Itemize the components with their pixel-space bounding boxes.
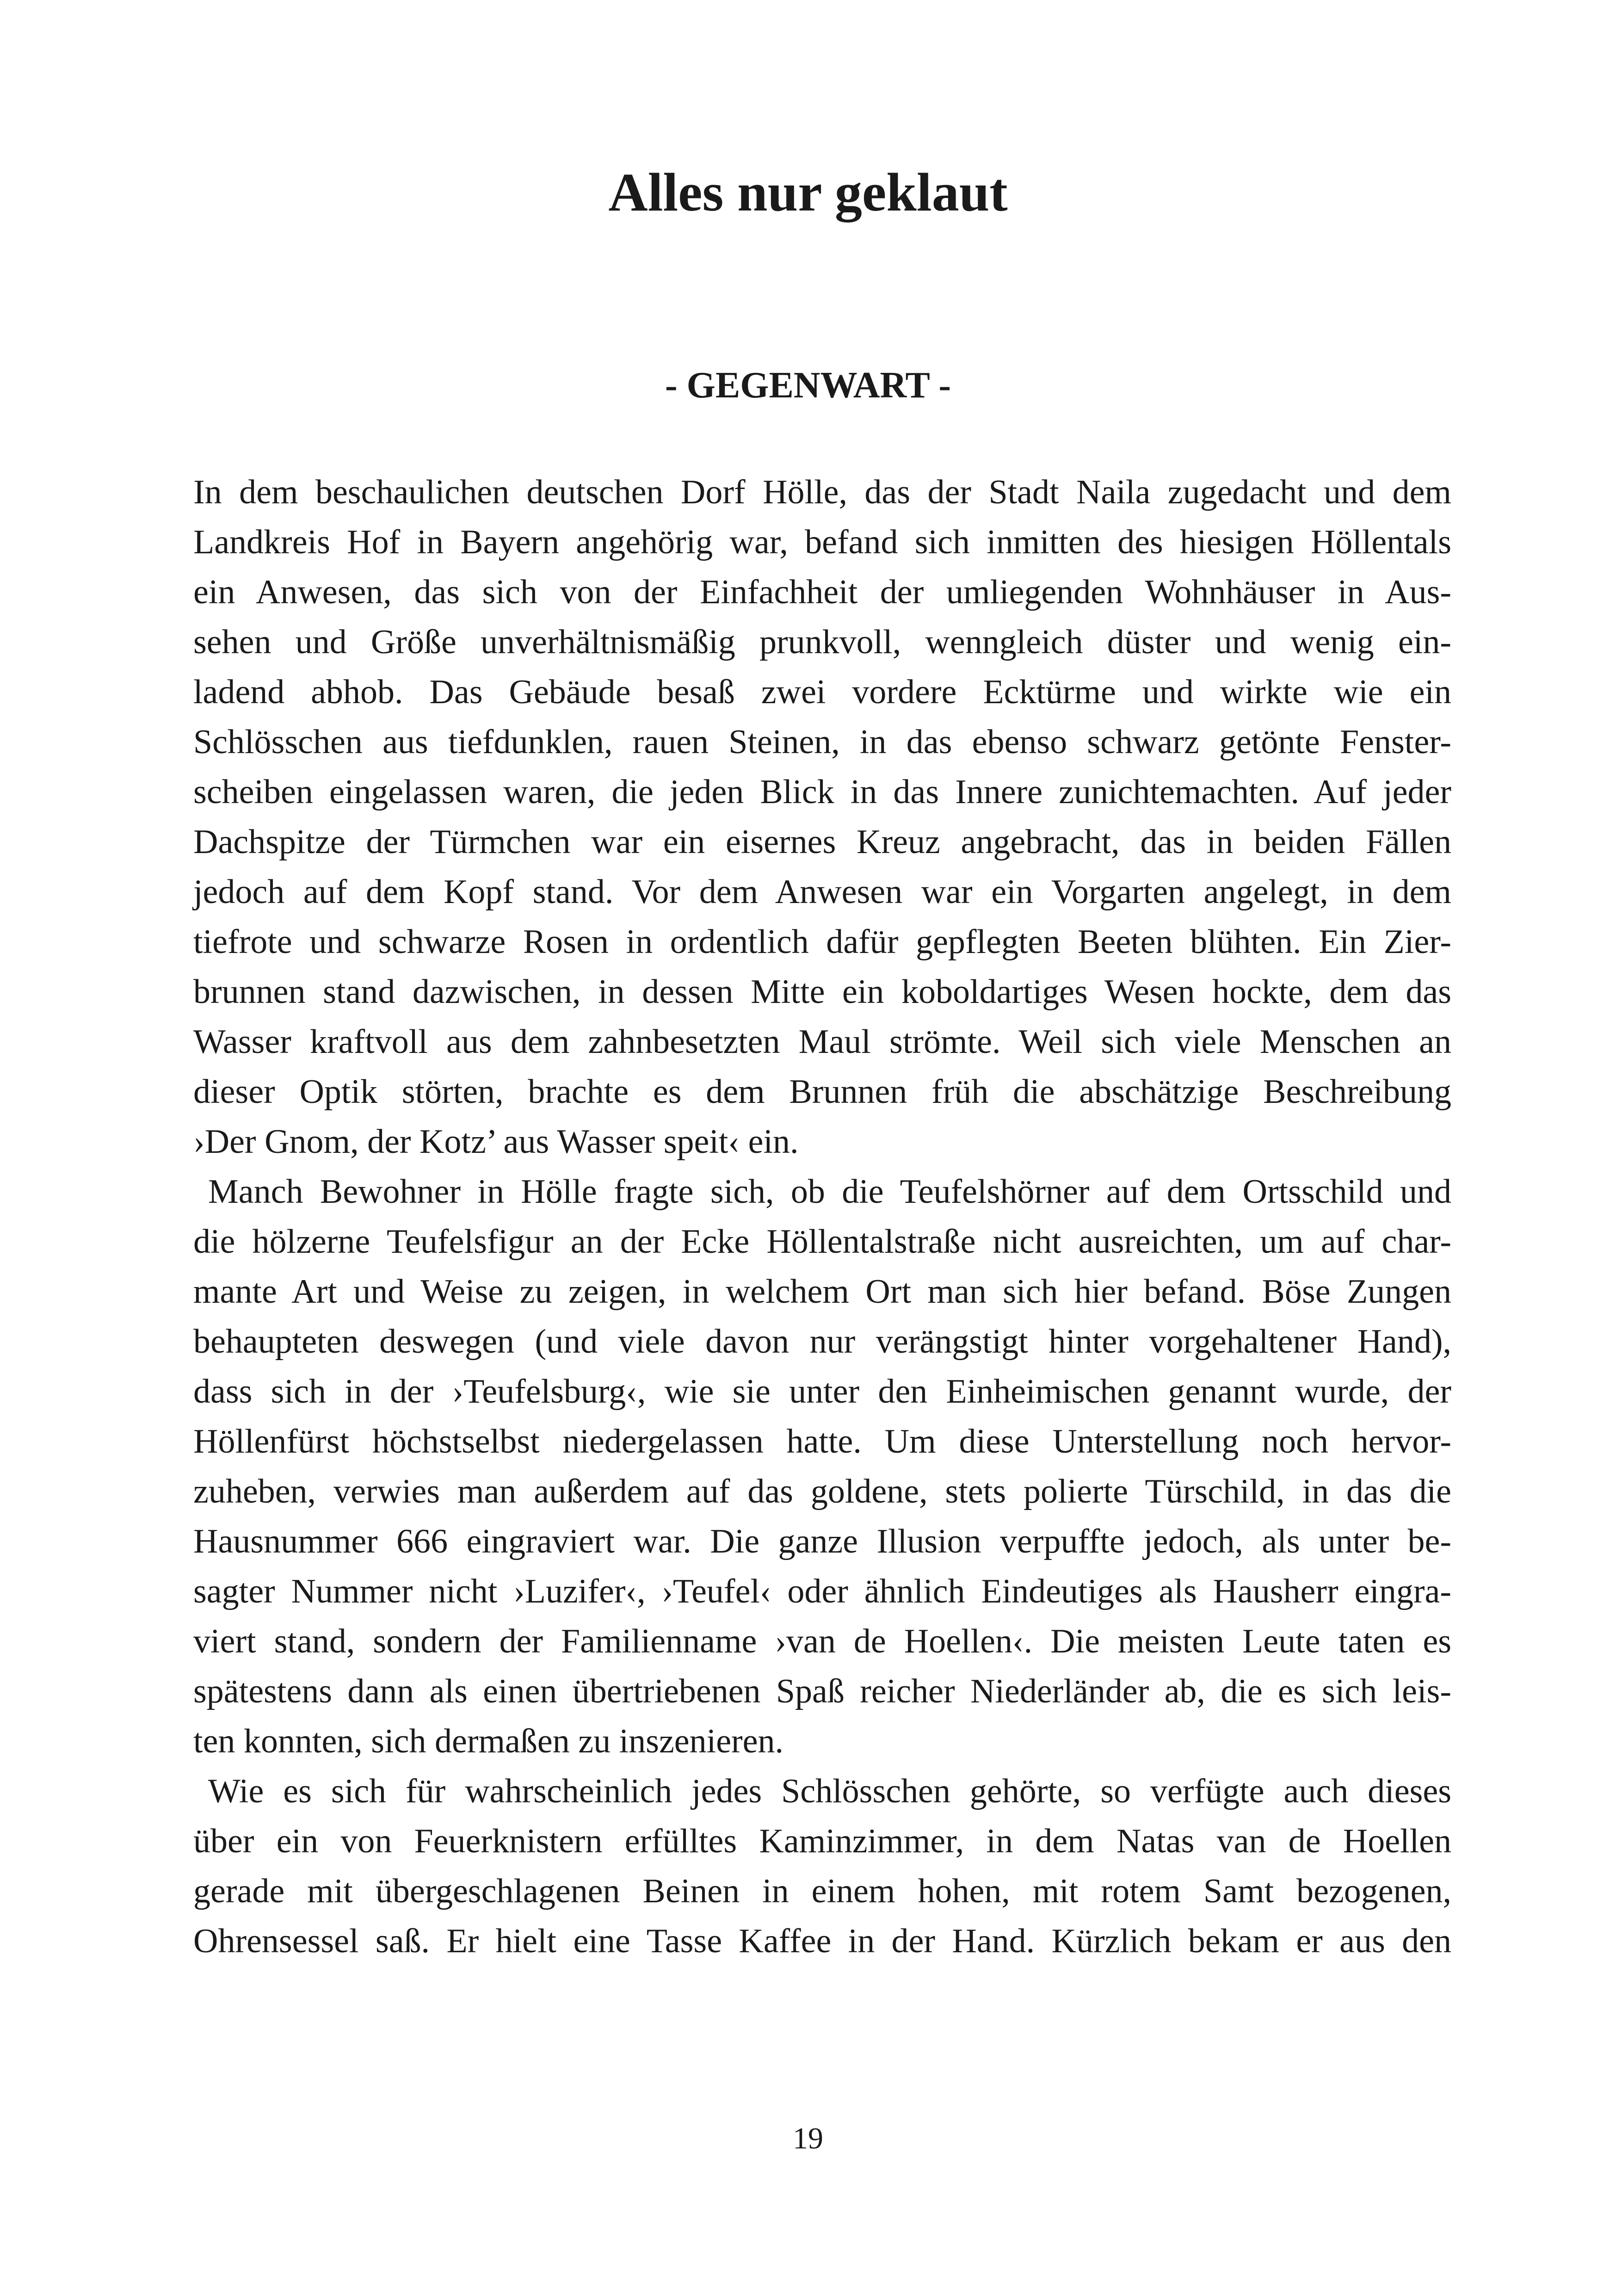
text-line: über ein von Feuerknistern erfülltes Kaminzimmer, in dem Natas van de Hoellen (193, 1822, 1451, 1860)
text-line: ›Der Gnom, der Kotz’ aus Wasser speit‹ ein. (193, 1123, 799, 1161)
text-line: Hausnummer 666 eingraviert war. Die ganze Illusion verpuffte jedoch, als unter be- (193, 1522, 1451, 1560)
text-line: Schlösschen aus tiefdunklen, rauen Steinen, in das ebenso schwarz getönte Fenster- (193, 723, 1451, 761)
text-line: brunnen stand dazwischen, in dessen Mitte ein koboldartiges Wesen hockte, dem das (193, 973, 1451, 1011)
chapter-title: Alles nur geklaut (608, 162, 1008, 223)
text-line: Landkreis Hof in Bayern angehörig war, befand sich inmitten des hiesigen Höllentals (193, 523, 1451, 561)
body-text (193, 467, 1451, 1966)
page-number: 19 (793, 2122, 823, 2155)
text-line: jedoch auf dem Kopf stand. Vor dem Anwesen war ein Vorgarten angelegt, in dem (193, 873, 1451, 911)
text-line: Wie es sich für wahrscheinlich jedes Schlösschen gehörte, so verfügte auch dieses (208, 1772, 1451, 1810)
text-line: In dem beschaulichen deutschen Dorf Hölle, das der Stadt Naila zugedacht und dem (193, 473, 1451, 511)
text-line: Höllenfürst höchstselbst niedergelassen hatte. Um diese Unterstellung noch hervor- (193, 1423, 1451, 1461)
text-line: sehen und Größe unverhältnismäßig prunkvoll, wenngleich düster und wenig ein- (193, 623, 1451, 661)
text-line: mante Art und Weise zu zeigen, in welchem Ort man sich hier befand. Böse Zungen (193, 1273, 1451, 1311)
text-line: dieser Optik störten, brachte es dem Brunnen früh die abschätzige Beschreibung (193, 1073, 1451, 1111)
text-line: spätestens dann als einen übertriebenen Spaß reicher Niederländer ab, die es sich leis- (193, 1672, 1451, 1710)
text-line: behaupteten deswegen (und viele davon nur verängstigt hinter vorgehaltener Hand), (193, 1323, 1451, 1361)
text-line: viert stand, sondern der Familienname ›van de Hoellen‹. Die meisten Leute taten es (193, 1622, 1451, 1660)
text-line: tiefrote und schwarze Rosen in ordentlich dafür gepflegten Beeten blühten. Ein Zier- (193, 923, 1451, 961)
text-line: Ohrensessel saß. Er hielt eine Tasse Kaffee in der Hand. Kürzlich bekam er aus den (193, 1922, 1451, 1960)
text-line: sagter Nummer nicht ›Luzifer‹, ›Teufel‹ oder ähnlich Eindeutiges als Hausherr eingra- (193, 1572, 1451, 1610)
text-line: zuheben, verwies man außerdem auf das goldene, stets polierte Türschild, in das die (193, 1473, 1451, 1510)
text-line: ladend abhob. Das Gebäude besaß zwei vordere Ecktürme und wirkte wie ein (193, 673, 1451, 711)
text-line: ein Anwesen, das sich von der Einfachheit der umliegenden Wohnhäuser in Aus- (193, 573, 1451, 611)
section-heading: - GEGENWART - (665, 365, 951, 406)
text-line: ten konnten, sich dermaßen zu inszenieren. (193, 1722, 784, 1760)
text-line: Manch Bewohner in Hölle fragte sich, ob die Teufelshörner auf dem Ortsschild und (208, 1173, 1451, 1211)
text-line: gerade mit übergeschlagenen Beinen in einem hohen, mit rotem Samt bezogenen, (193, 1872, 1451, 1910)
text-line: Wasser kraftvoll aus dem zahnbesetzten Maul strömte. Weil sich viele Menschen an (193, 1023, 1451, 1061)
text-line: Dachspitze der Türmchen war ein eisernes Kreuz angebracht, das in beiden Fällen (193, 823, 1451, 861)
text-line: die hölzerne Teufelsfigur an der Ecke Höllentalstraße nicht ausreichten, um auf char- (193, 1223, 1451, 1261)
text-line: scheiben eingelassen waren, die jeden Blick in das Innere zunichtemachten. Auf jeder (193, 773, 1451, 811)
text-line: dass sich in der ›Teufelsburg‹, wie sie unter den Einheimischen genannt wurde, der (193, 1373, 1451, 1411)
